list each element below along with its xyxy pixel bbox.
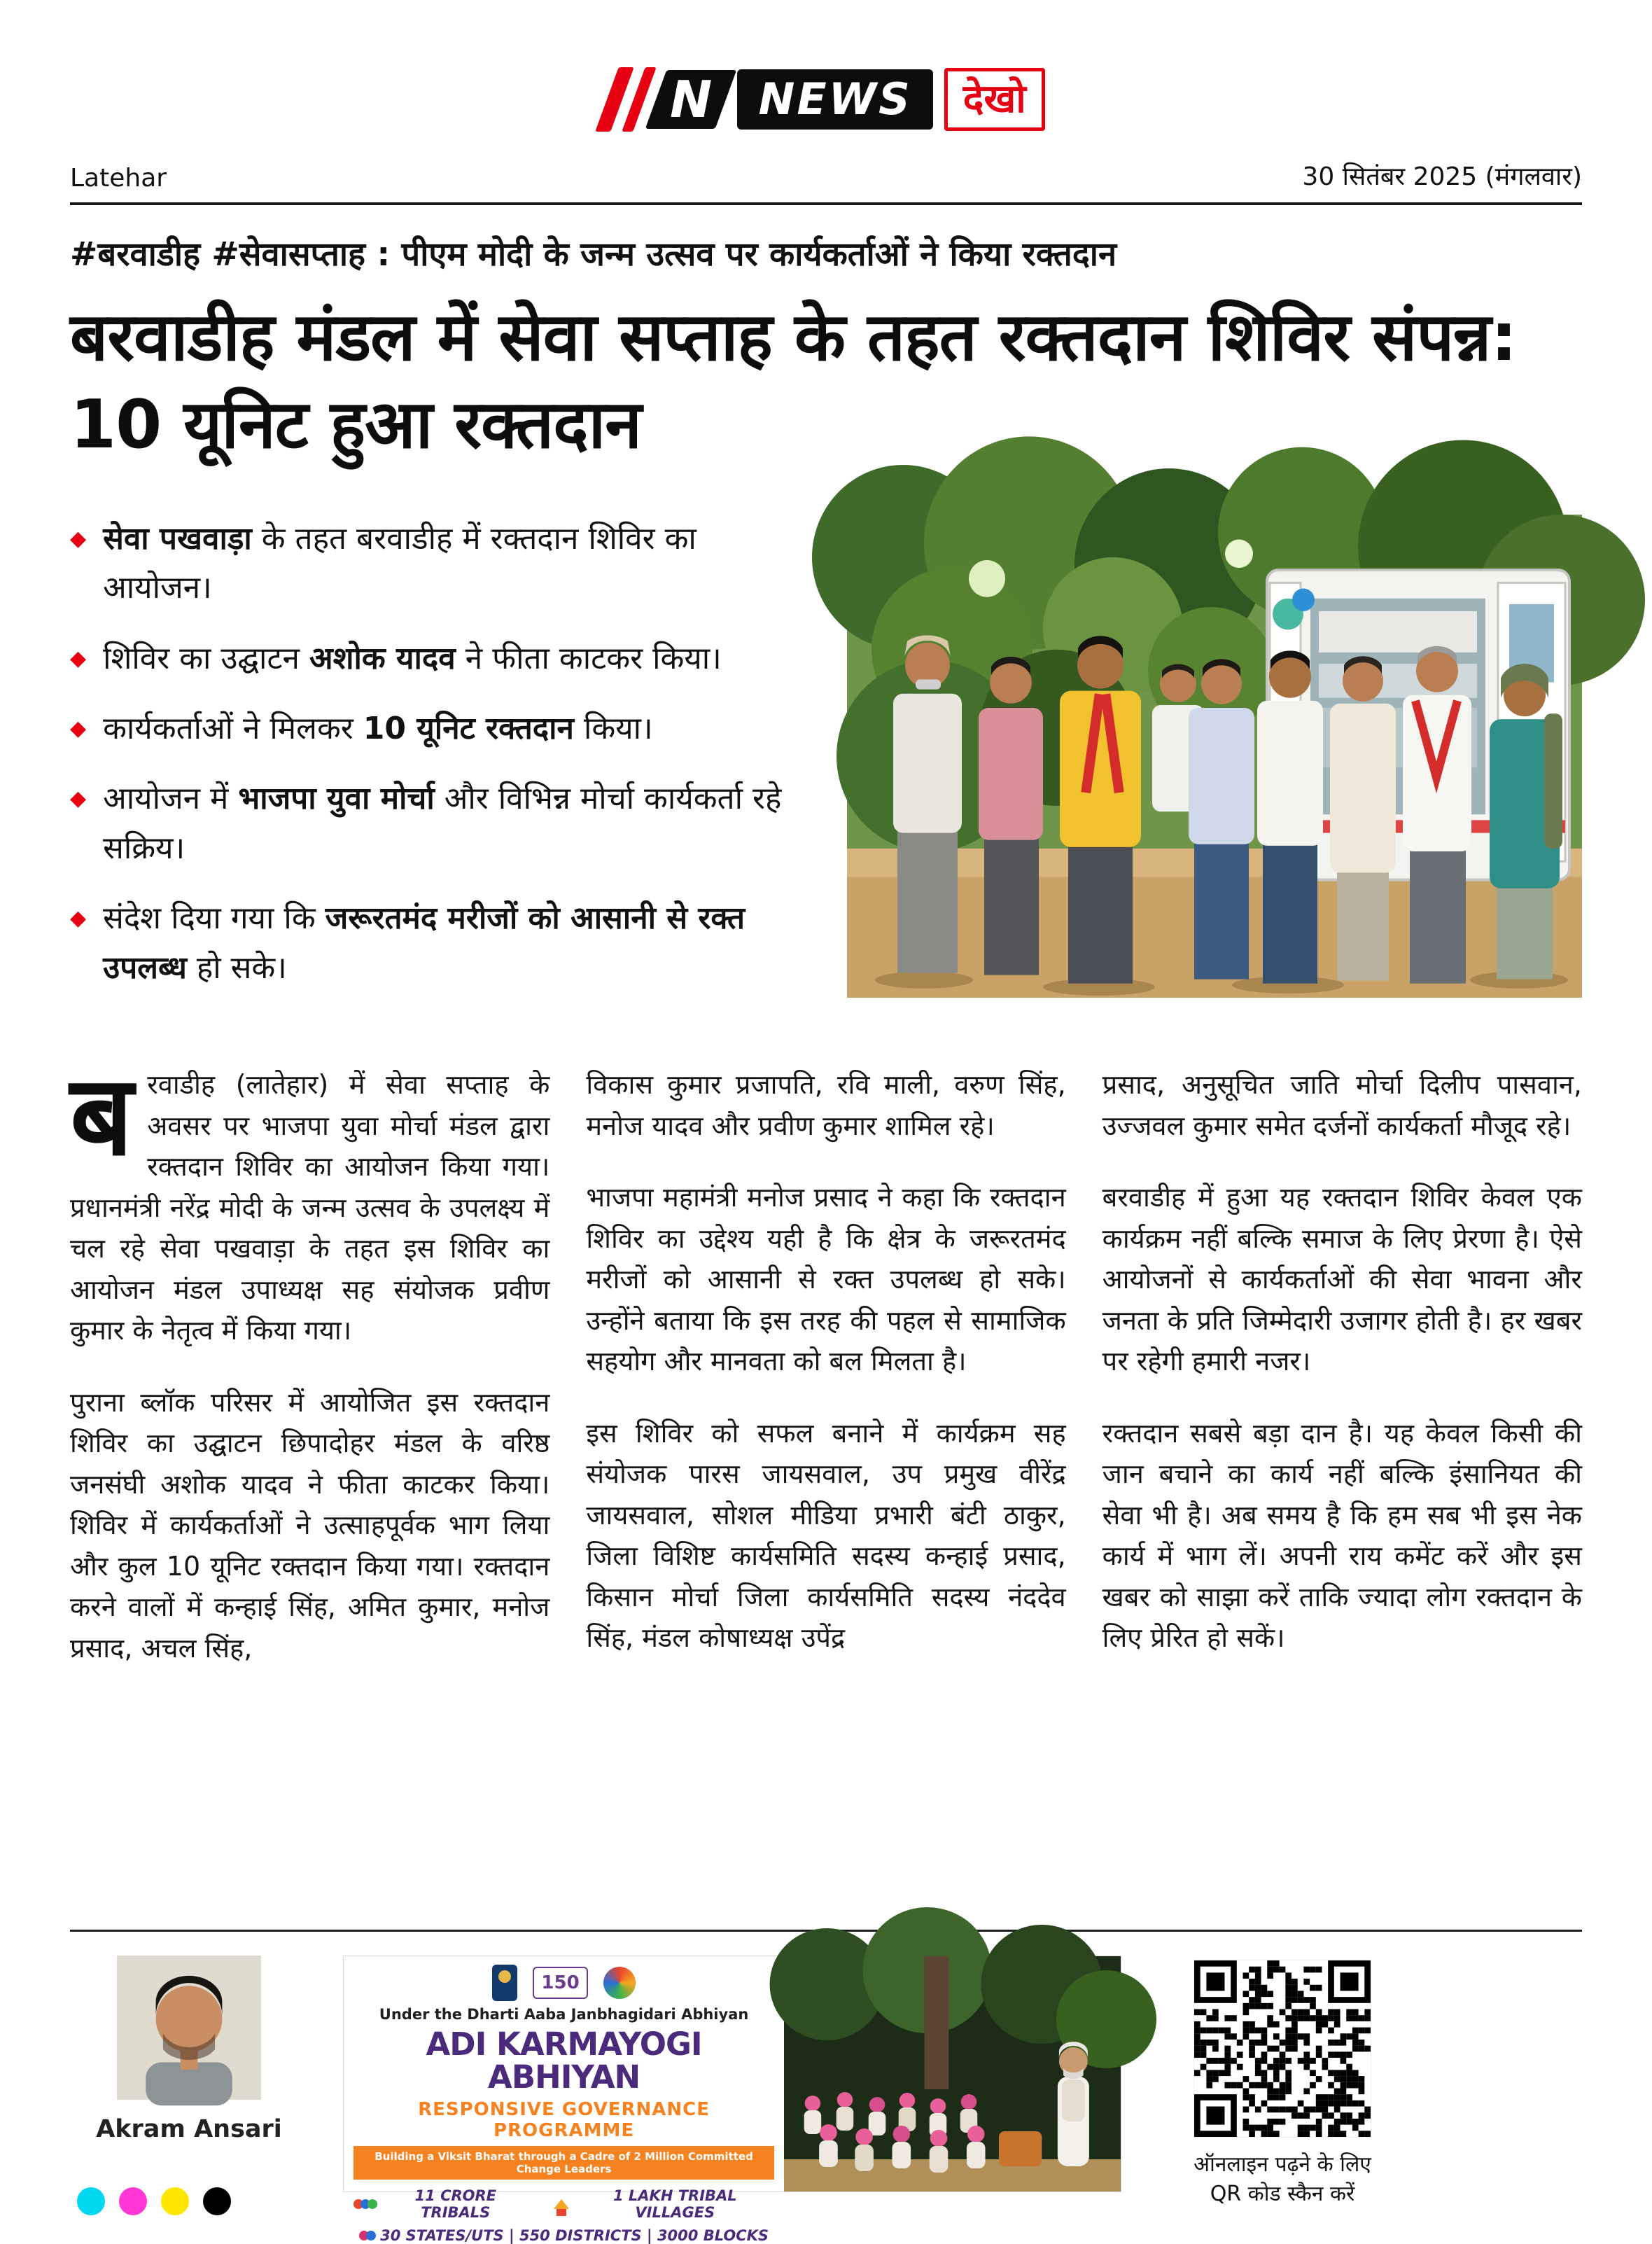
bullet-item (70, 704, 812, 753)
body-column-3 (1102, 1064, 1582, 1911)
azadi-150-logo: 150 (533, 1967, 587, 1999)
modi-figure (1058, 2042, 1089, 2166)
blood-donation-camp-photo-illustration (847, 515, 1582, 998)
body-paragraph: बरवाडीह (लातेहार) में सेवा सप्ताह के अवसर पर भाजपा युवा मोर्चा मंडल द्वारा रक्तदान शिविर का आयोजन किया गया। प्रधानमंत्री नरेंद्र मोदी के जन्म उत्सव के उपलक्ष्य में चल रहे सेवा पखवाड़ा के तहत इस शिविर का आयोजन मंडल उपाध्यक्ष सह संयोजक प्रवीण कुमार के नेतृत्व में किया गया। (70, 1052, 550, 1346)
date-label: 30 सितंबर 2025 (मंगलवार) (1302, 162, 1582, 191)
bullet-text: कार्यकर्ताओं ने मिलकर 10 यूनिट रक्तदान किया। (103, 711, 653, 747)
ad-tagline-top: Under the Dharti Aaba Janbhagidari Abhiyan (379, 2006, 749, 2023)
body-paragraph: रक्तदान सबसे बड़ा दान है। यह केवल किसी की जान बचाने का कार्य नहीं बल्कि इंसानियत की सेवा भी है। अब समय है कि हम सब भी इस नेक कार्य में भाग लें। अपनी राय कमेंट करें और इस खबर को साझा करें ताकि ज्यादा लोग रक्तदान के लिए प्रेरित हो सकें। (1102, 1417, 1582, 1654)
body-paragraph: पुराना ब्लॉक परिसर में आयोजित इस रक्तदान शिविर का उद्घाटन छिपादोहर मंडल के वरिष्ठ जनसंघी अशोक यादव ने फीता काटकर किया। शिविर में कार्यकर्ताओं ने उत्साहपूर्वक भाग लिया और कुल 10 यूनिट रक्तदान किया गया। रक्तदान करने वालों में कन्हाई सिंह, अमित कुमार, मनोज प्रसाद, अचल सिंह, (70, 1386, 550, 1664)
bullet-item (70, 515, 812, 613)
campaign-logo-icon (603, 1967, 636, 1999)
body-paragraph: भाजपा महामंत्री मनोज प्रसाद ने कहा कि रक्तदान शिविर का उद्देश्य यही है कि क्षेत्र के जरूरतमंद मरीजों को आसानी से रक्त उपलब्ध हो सके। उन्होंने बताया कि इस तरह की पहल से सामाजिक सहयोग और मानवता को बल मिलता है। (586, 1182, 1066, 1377)
diamond-bullet-icon: ◆ (70, 526, 87, 551)
bullet-text: शिविर का उद्घाटन अशोक यादव ने फीता काटकर किया। (103, 640, 722, 676)
bullet-list (70, 515, 812, 1014)
ad-logos-row (492, 1965, 635, 2001)
location-label: Latehar (70, 164, 167, 193)
qr-code (1194, 1960, 1371, 2138)
reporter-portrait-illustration (117, 1956, 261, 2100)
reporter-name: Akram Ansari (96, 2115, 282, 2143)
lead-section (70, 515, 1582, 1014)
headline: बरवाडीह मंडल में सेवा सप्ताह के तहत रक्तदान शिविर संपन्न: 10 यूनिट हुआ रक्तदान (70, 299, 1517, 464)
village-icon (554, 2199, 569, 2209)
reporter-avatar (117, 1956, 261, 2100)
ad-title: ADI KARMAYOGI ABHIYAN (426, 2026, 702, 2096)
ad-text-panel (344, 1956, 784, 2244)
bullet-text: आयोजन में भाजपा युवा मोर्चा और विभिन्न मोर्चा कार्यकर्ता रहे सक्रिय। (103, 781, 782, 866)
article-photo (847, 515, 1582, 998)
diamond-bullet-icon: ◆ (70, 716, 87, 741)
diamond-bullet-icon: ◆ (70, 646, 87, 671)
registration-dot (77, 2187, 105, 2215)
drop-cap: ब (70, 1052, 134, 1180)
body-paragraph: विकास कुमार प्रजापति, रवि माली, वरुण सिंह, मनोज यादव और प्रवीण कुमार शामिल रहे। (586, 1069, 1066, 1141)
kicker: #बरवाडीह #सेवासप्ताह : पीएम मोदी के जन्म उत्सव पर कार्यकर्ताओं ने किया रक्तदान (70, 235, 1117, 274)
registration-dot (161, 2187, 189, 2215)
ad-ribbon: Building a Viksit Bharat through a Cadre of 2 Million Committed Change Leaders (354, 2146, 774, 2180)
ad-stat-states: 30 STATES/UTS | 550 DISTRICTS | 3000 BLOCKS (359, 2227, 769, 2244)
ad-photo-panel (784, 1956, 1121, 2191)
ad-banner (343, 1956, 1121, 2244)
bullet-text: सेवा पखवाड़ा के तहत बरवाडीह में रक्तदान शिविर का आयोजन। (103, 520, 696, 606)
qr-block (1163, 1956, 1401, 2209)
qr-caption: ऑनलाइन पढ़ने के लिए QR कोड स्कैन करें (1194, 2152, 1371, 2206)
registration-dot (119, 2187, 147, 2215)
bullet-item (70, 634, 812, 683)
logo-n-emblem: N (645, 70, 737, 129)
registration-marks (77, 2187, 231, 2215)
masthead (70, 0, 1582, 158)
bullet-item (70, 774, 812, 873)
reporter-block (70, 1956, 301, 2143)
diamond-bullet-icon: ◆ (70, 786, 87, 811)
logo-dekho-wordmark: देखो (944, 68, 1045, 131)
states-icon (359, 2231, 373, 2240)
body-paragraph: प्रसाद, अनुसूचित जाति मोर्चा दिलीप पासवान, उज्जवल कुमार समेत दर्जनों कार्यकर्ता मौजूद रहे। (1102, 1069, 1582, 1141)
logo-news-wordmark: NEWS (737, 69, 932, 130)
diamond-bullet-icon: ◆ (70, 906, 87, 931)
tribals-icon (354, 2199, 374, 2209)
body-paragraph: इस शिविर को सफल बनाने में कार्यक्रम सह संयोजक पारस जायसवाल, उप प्रमुख वीरेंद्र जायसवाल, सोशल मीडिया प्रभारी बंटी ठाकुर, जिला विशिष्ट कार्यसमिति सदस्य कन्हाई प्रसाद, किसान मोर्चा जिला कार्यसमिति सदस्य नंददेव सिंह, मंडल कोषाध्यक्ष उपेंद्र (586, 1417, 1066, 1654)
body-column-1 (70, 1052, 550, 1911)
govt-emblem-icon (492, 1965, 517, 2001)
registration-dot (203, 2187, 231, 2215)
bullet-text: संदेश दिया गया कि जरूरतमंद मरीजों को आसानी से रक्त उपलब्ध हो सके। (103, 900, 746, 986)
body-paragraph: बरवाडीह में हुआ यह रक्तदान शिविर केवल एक कार्यक्रम नहीं बल्कि समाज के लिए प्रेरणा है। ऐसे आयोजनों से कार्यकर्ताओं की सेवा भावना और जनता के प्रति जिम्मेदारी उजागर होती है। हर खबर पर रहेगी हमारी नजर। (1102, 1182, 1582, 1377)
body-column-2 (586, 1064, 1065, 1911)
article-body (70, 1052, 1582, 1911)
ad-event-photo-illustration (784, 1956, 1121, 2191)
bullet-item (70, 894, 812, 993)
dateline-row (70, 158, 1582, 205)
news-dekho-logo (607, 67, 1045, 132)
footer (70, 1930, 1582, 2244)
ad-stat-tribals: 11 CRORE TRIBALS (354, 2187, 530, 2221)
ad-stats-row (354, 2187, 774, 2221)
ad-subtitle: RESPONSIVE GOVERNANCE PROGRAMME (418, 2098, 710, 2141)
ad-stat-villages: 1 LAKH TRIBAL VILLAGES (554, 2187, 775, 2221)
